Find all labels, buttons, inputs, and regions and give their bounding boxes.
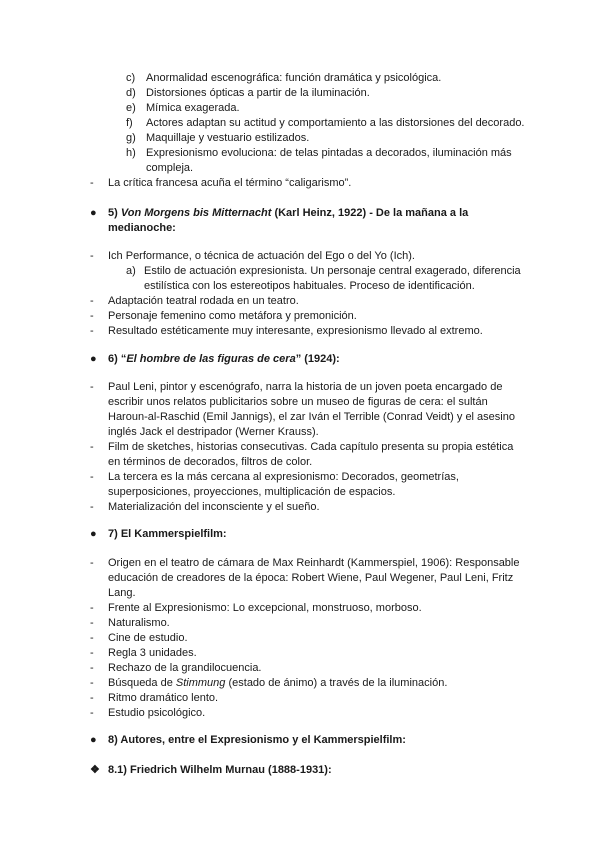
dash-marker: - — [90, 177, 94, 189]
dash-marker: - — [90, 441, 94, 453]
bullet-text: Cine de estudio. — [108, 632, 188, 644]
bullet-text: Paul Leni, pintor y escenógrafo, narra la historia de un joven poeta encargado de escribir unos relatos publicitarios sobre un museo de figuras de cera: el sultán Haroun-al-Raschid (Emil Jannigs), el zar Iván el Terrible (Conrad Veidt) y el asesino inglés Jack el destripador (Werner Krauss). — [108, 381, 515, 438]
bullet-text: Ich Performance, o técnica de actuación del Ego o del Yo (Ich). — [108, 250, 415, 262]
bullet-text: Frente al Expresionismo: Lo excepcional, monstruoso, morboso. — [108, 602, 422, 614]
heading-rest: (Karl Heinz, 1922) - De la mañana a la medianoche: — [108, 207, 469, 234]
dash-marker: - — [90, 295, 94, 307]
dash-marker: - — [90, 602, 94, 614]
section-6-list — [90, 380, 530, 515]
section-6-heading — [90, 352, 520, 367]
list-item-text: Distorsiones ópticas a partir de la iluminación. — [146, 87, 370, 99]
bullet-item — [90, 646, 530, 661]
bullet-item — [90, 440, 530, 470]
bullet-item — [90, 500, 530, 515]
list-item — [126, 71, 546, 86]
bullet-item — [90, 676, 530, 691]
dash-marker: - — [90, 647, 94, 659]
list-marker: h) — [126, 147, 136, 159]
bullet-item — [90, 249, 540, 264]
list-item-text: Maquillaje y vestuario estilizados. — [146, 132, 310, 144]
heading-text: 7) El Kammerspielfilm: — [108, 528, 227, 540]
bullet-item — [90, 324, 540, 339]
list-item — [126, 116, 546, 131]
dash-marker: - — [90, 325, 94, 337]
heading-film-title: El hombre de las figuras de cera — [126, 353, 296, 365]
bullet-text: Rechazo de la grandilocuencia. — [108, 662, 262, 674]
list-item-text: Mímica exagerada. — [146, 102, 240, 114]
bullet-text: Regla 3 unidades. — [108, 647, 197, 659]
section-8-heading — [90, 733, 530, 748]
text-run: (estado de ánimo) a través de la iluminación. — [225, 677, 448, 689]
bullet-icon: ● — [90, 353, 97, 365]
bullet-icon: ● — [90, 528, 97, 540]
list-marker: a) — [126, 265, 136, 277]
list-item — [126, 101, 546, 116]
list-item — [126, 131, 546, 146]
bullet-text — [108, 676, 447, 691]
bullet-item — [90, 380, 530, 440]
dash-marker: - — [90, 471, 94, 483]
bullet-text: Resultado estéticamente muy interesante, expresionismo llevado al extremo. — [108, 325, 483, 337]
bullet-item — [90, 661, 530, 676]
list-item — [126, 146, 546, 176]
dash-marker: - — [90, 677, 94, 689]
section-7-list — [90, 556, 530, 721]
sub-list-item — [90, 264, 540, 294]
dash-marker: - — [90, 501, 94, 513]
bullet-item — [90, 691, 530, 706]
bullet-text: La tercera es la más cercana al expresionismo: Decorados, geometrías, superposiciones, proyecciones, multiplicación de espacios. — [108, 471, 459, 498]
dash-marker: - — [90, 250, 94, 262]
heading-film-title: Von Morgens bis Mitternacht — [120, 207, 272, 219]
bullet-text: Materialización del inconsciente y el sueño. — [108, 501, 320, 513]
section-5-heading — [90, 206, 520, 236]
dash-marker: - — [90, 632, 94, 644]
bullet-text: Estudio psicológico. — [108, 707, 206, 719]
list-item-text: Actores adaptan su actitud y comportamiento a las distorsiones del decorado. — [146, 117, 525, 129]
list-marker: e) — [126, 102, 136, 114]
bullet-text: Personaje femenino como metáfora y premonición. — [108, 310, 357, 322]
dash-marker: - — [90, 381, 94, 393]
list-item-text: Estilo de actuación expresionista. Un personaje central exagerado, diferencia estilística con los estereotipos habituales. Proceso de identificación. — [144, 265, 521, 292]
list-marker: d) — [126, 87, 136, 99]
list-marker: f) — [126, 117, 133, 129]
bullet-text: Adaptación teatral rodada en un teatro. — [108, 295, 299, 307]
section-8-1-heading — [90, 763, 530, 778]
heading-number: 5) — [108, 207, 121, 219]
bullet-item — [90, 616, 530, 631]
dash-marker: - — [90, 557, 94, 569]
dash-marker: - — [90, 617, 94, 629]
bullet-text: Film de sketches, historias consecutivas. Cada capítulo presenta su propia estética en términos de decorados, filtros de color. — [108, 441, 514, 468]
dash-marker: - — [90, 692, 94, 704]
bullet-item — [90, 601, 530, 616]
heading-text: 8.1) Friedrich Wilhelm Murnau (1888-1931): — [108, 764, 332, 776]
bullet-item — [90, 706, 530, 721]
bullet-item — [90, 309, 540, 324]
bullet-item — [90, 631, 530, 646]
list-marker: g) — [126, 132, 136, 144]
bullet-text: La crítica francesa acuña el término “caligarismo”. — [108, 177, 352, 189]
bullet-item — [90, 470, 530, 500]
stimmung-term: Stimmung — [175, 677, 226, 689]
dash-marker: - — [90, 310, 94, 322]
bullet-text: Origen en el teatro de cámara de Max Reinhardt (Kammerspiel, 1906): Responsable educación de creadores de la época: Robert Wiene, Paul Wegener, Paul Leni, Fritz Lang. — [108, 557, 520, 599]
list-marker: c) — [126, 72, 136, 84]
dash-marker: - — [90, 707, 94, 719]
section-5-list — [90, 249, 540, 339]
heading-rest: ” (1924): — [295, 353, 340, 365]
text-run: Búsqueda de — [108, 677, 176, 689]
diamond-bullet-icon: ❖ — [90, 764, 100, 776]
list-item — [126, 86, 546, 101]
bullet-item — [90, 294, 540, 309]
bullet-icon: ● — [90, 734, 97, 746]
dash-marker: - — [90, 662, 94, 674]
lettered-list — [126, 71, 546, 176]
bullet-text: Ritmo dramático lento. — [108, 692, 219, 704]
heading-number: 6) “ — [108, 353, 127, 365]
bullet-text: Naturalismo. — [108, 617, 170, 629]
list-item-text: Anormalidad escenográfica: función dramática y psicológica. — [146, 72, 442, 84]
bullet-item — [90, 556, 530, 601]
heading-text: 8) Autores, entre el Expresionismo y el Kammerspielfilm: — [108, 734, 406, 746]
section-7-heading — [90, 527, 520, 542]
list-item-text: Expresionismo evoluciona: de telas pintadas a decorados, iluminación más compleja. — [146, 147, 512, 174]
bullet-icon: ● — [90, 207, 97, 219]
